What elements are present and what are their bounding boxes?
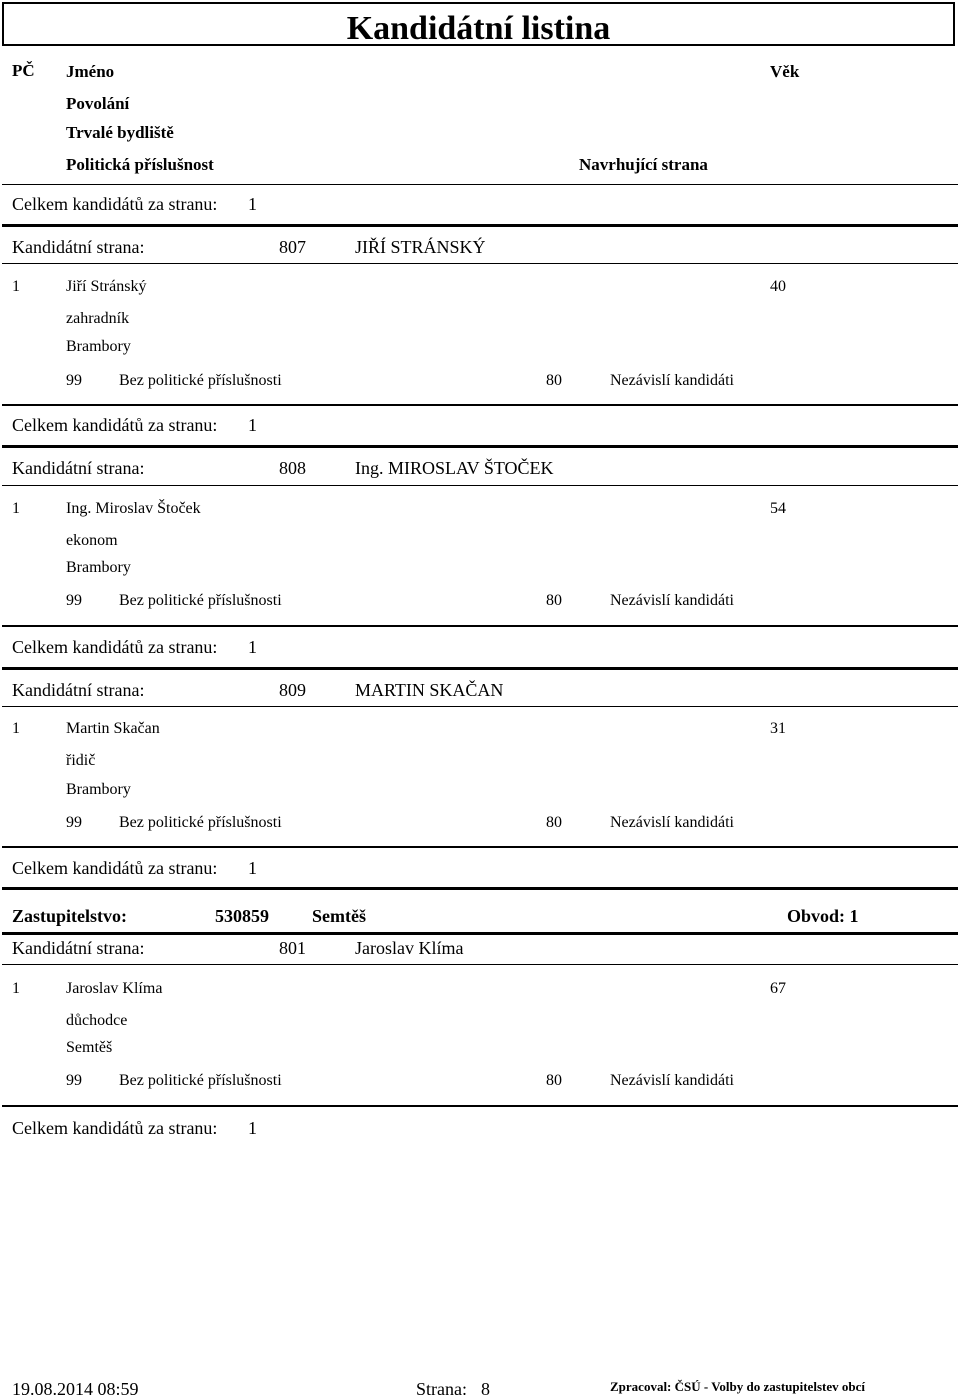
candidate-nav-code: 80	[546, 592, 562, 609]
party-number: 808	[279, 458, 306, 478]
total-count: 1	[248, 415, 257, 435]
candidate-nav-name: Nezávislí kandidáti	[610, 592, 734, 609]
party-name: MARTIN SKAČAN	[355, 680, 504, 700]
party-number: 809	[279, 680, 306, 700]
header-pc: PČ	[12, 61, 35, 80]
party-label: Kandidátní strana:	[12, 938, 145, 958]
divider	[2, 184, 958, 185]
candidate-nav-name: Nezávislí kandidáti	[610, 372, 734, 389]
candidate-age: 67	[770, 980, 786, 997]
candidate-nav-code: 80	[546, 1072, 562, 1089]
divider	[2, 224, 958, 227]
total-label: Celkem kandidátů za stranu:	[12, 415, 218, 435]
divider	[2, 263, 958, 264]
council-code: 530859	[215, 906, 269, 926]
party-label: Kandidátní strana:	[12, 237, 145, 257]
candidate-age: 54	[770, 500, 786, 517]
party-name: Ing. MIROSLAV ŠTOČEK	[355, 458, 554, 478]
header-navrhujici: Navrhující strana	[579, 155, 708, 174]
total-label: Celkem kandidátů za stranu:	[12, 637, 218, 657]
candidate-age: 31	[770, 720, 786, 737]
party-number: 801	[279, 938, 306, 958]
page-title: Kandidátní listina	[346, 10, 611, 47]
candidate-nav-code: 80	[546, 814, 562, 831]
header-bydliste: Trvalé bydliště	[66, 123, 174, 142]
party-name: JIŘÍ STRÁNSKÝ	[355, 237, 486, 257]
total-label: Celkem kandidátů za stranu:	[12, 194, 218, 214]
title-box	[2, 2, 955, 46]
candidate-pol-name: Bez politické příslušnosti	[119, 592, 282, 609]
candidate-residence: Brambory	[66, 781, 131, 798]
footer-page-label: Strana:	[416, 1379, 467, 1399]
candidate-pol-name: Bez politické příslušnosti	[119, 814, 282, 831]
candidate-name: Martin Skačan	[66, 720, 160, 737]
divider	[2, 667, 958, 670]
divider	[2, 964, 958, 965]
candidate-nav-name: Nezávislí kandidáti	[610, 1072, 734, 1089]
total-label: Celkem kandidátů za stranu:	[12, 858, 218, 878]
footer-processed: Zpracoval: ČSÚ - Volby do zastupitelstev obcí	[610, 1379, 865, 1394]
candidate-residence: Semtěš	[66, 1039, 113, 1056]
total-count: 1	[248, 637, 257, 657]
candidate-pol-code: 99	[66, 592, 82, 609]
divider	[2, 887, 958, 890]
divider	[2, 445, 958, 448]
council-name: Semtěš	[312, 906, 366, 926]
divider	[2, 485, 958, 486]
candidate-residence: Brambory	[66, 338, 131, 355]
party-label: Kandidátní strana:	[12, 458, 145, 478]
footer-datetime: 19.08.2014 08:59	[12, 1379, 139, 1399]
total-count: 1	[248, 858, 257, 878]
candidate-nav-name: Nezávislí kandidáti	[610, 814, 734, 831]
candidate-occupation: zahradník	[66, 310, 130, 327]
party-number: 807	[279, 237, 306, 257]
total-count: 1	[248, 194, 257, 214]
divider	[2, 846, 958, 848]
candidate-occupation: řidič	[66, 752, 96, 769]
total-count: 1	[248, 1118, 257, 1138]
header-povolani: Povolání	[66, 94, 130, 113]
candidate-name: Jiří Stránský	[66, 278, 147, 295]
candidate-occupation: důchodce	[66, 1012, 128, 1029]
candidate-nav-code: 80	[546, 372, 562, 389]
party-label: Kandidátní strana:	[12, 680, 145, 700]
candidate-occupation: ekonom	[66, 532, 118, 549]
candidate-pc: 1	[12, 500, 20, 517]
council-label: Zastupitelstvo:	[12, 906, 128, 926]
candidate-pc: 1	[12, 278, 20, 295]
candidate-pol-name: Bez politické příslušnosti	[119, 1072, 282, 1089]
divider	[2, 932, 958, 935]
candidate-pol-code: 99	[66, 1072, 82, 1089]
divider	[2, 1105, 958, 1107]
candidate-pc: 1	[12, 720, 20, 737]
candidate-pol-name: Bez politické příslušnosti	[119, 372, 282, 389]
header-vek: Věk	[770, 62, 800, 81]
candidate-residence: Brambory	[66, 559, 131, 576]
header-jmeno: Jméno	[66, 62, 115, 81]
total-label: Celkem kandidátů za stranu:	[12, 1118, 218, 1138]
header-prislusnost: Politická příslušnost	[66, 155, 214, 174]
candidate-pol-code: 99	[66, 814, 82, 831]
party-name: Jaroslav Klíma	[355, 938, 464, 958]
candidate-name: Ing. Miroslav Štoček	[66, 500, 201, 517]
candidate-name: Jaroslav Klíma	[66, 980, 163, 997]
divider	[2, 706, 958, 707]
candidate-pol-code: 99	[66, 372, 82, 389]
council-obvod: Obvod: 1	[787, 906, 859, 926]
divider	[2, 404, 958, 406]
candidate-pc: 1	[12, 980, 20, 997]
footer-page-number: 8	[481, 1379, 490, 1399]
candidate-age: 40	[770, 278, 786, 295]
divider	[2, 625, 958, 627]
